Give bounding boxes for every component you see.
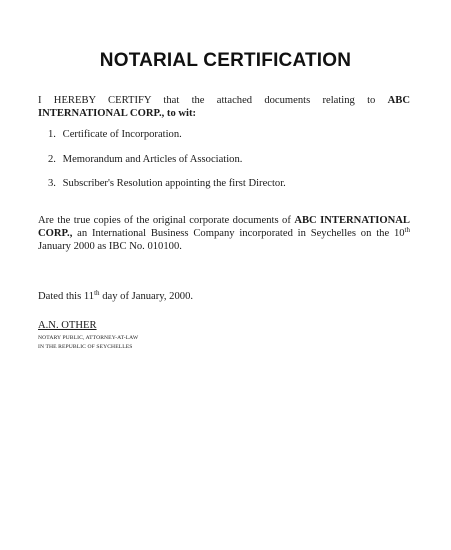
list-item-text: Memorandum and Articles of Association. (62, 153, 243, 165)
list-item-number: 3. (48, 178, 56, 189)
signatory-title: NOTARY PUBLIC, ATTORNEY-AT-LAW (38, 335, 139, 341)
list-item (48, 177, 286, 202)
dated-line (38, 290, 410, 303)
statement-text-after: January 2000 as IBC No. 010100. (38, 241, 182, 252)
list-item-text: Certificate of Incorporation. (62, 129, 182, 140)
dated-text-after: day of January, 2000. (99, 291, 194, 302)
list-item-number: 2. (48, 153, 56, 165)
statement-company: ABC INTERNATIONAL CORP., (38, 215, 410, 239)
intro-company: ABC INTERNATIONAL CORP., to wit: (38, 95, 410, 119)
intro-text: I HEREBY CERTIFY that the attached documents relating to (38, 95, 388, 106)
certification-intro (38, 94, 410, 120)
dated-text-before: Dated this 11 (38, 291, 95, 302)
statement-date-suffix: th (404, 226, 410, 234)
certification-statement (38, 214, 410, 253)
list-item (48, 153, 286, 178)
list-item (48, 128, 286, 153)
document-list (48, 128, 286, 202)
statement-text-before: Are the true copies of the original corporate documents of (38, 215, 295, 226)
signatory-jurisdiction: IN THE REPUBLIC OF SEYCHELLES (38, 344, 133, 350)
list-item-text: Subscriber's Resolution appointing the first Director. (62, 178, 286, 189)
signatory-name: A.N. OTHER (38, 320, 97, 331)
list-item-number: 1. (48, 129, 56, 140)
statement-text-mid: an International Business Company incorporated in Seychelles on the 10 (72, 228, 405, 239)
document-title: NOTARIAL CERTIFICATION (99, 50, 352, 71)
dated-suffix: th (94, 289, 100, 297)
